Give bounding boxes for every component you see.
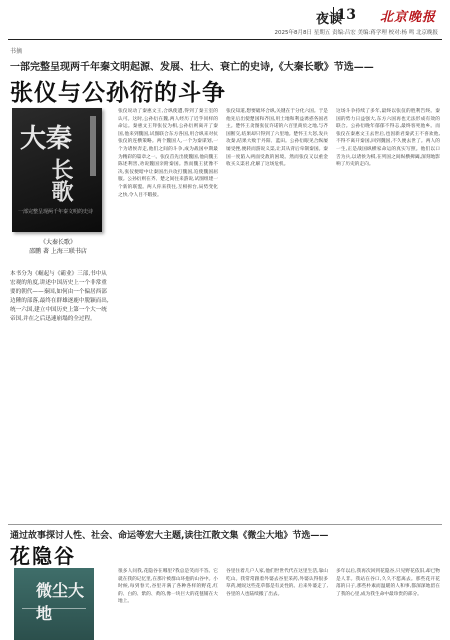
article1-intro: 本书分为《崛起与《霸业》三部,书中从宏观的角度,讲述中国历史上一个非常重要的朝代——秦国,如何由一个偏居西部边陲的部落,最终在群雄逐鹿中脱颖而出,统一六国,建立中国历史上第一个大一统帝国,并在之后迅速崩塌的全过程。 bbox=[10, 271, 109, 322]
article2-deck: 通过故事探讨人性、社会、命运等宏大主题,读往江散文集《微尘大地》节选—— bbox=[10, 531, 329, 541]
article1-column-3: 这场斗争持续了多年,最终以张仪的胜利告终。秦国的势力日益强大,东方六国再也无法形成有效的联合。公孙衍晚年郁郁不得志,最终客死他乡。而张仪在秦惠文王去世后,也因新君秦武王不喜欢他,不得不离开秦国,回到魏国,不久便去世了。两人的一生,正是战国纵横家命运的真实写照。他们以口舌为兵,以诸侯为棋,在列国之间纵横捭阖,深刻地影响了历史的走向。 bbox=[336, 109, 440, 168]
book-caption: 《大秦长歌》 邵鹏 著 上海三联书店 bbox=[29, 239, 87, 255]
article2-column-2: 谷里住着几户人家,他们世世代代在这里生活,靠山吃山。我常常跟着外婆去谷里采药,外婆认得很多草药,她说这些花草都是有灵性的。后来外婆走了,谷里的人也陆续搬了出去。 bbox=[226, 569, 328, 597]
page-number: 13 bbox=[333, 7, 356, 23]
article1-column-2: 张仪知道,想要破坏合纵,关键在于分化六国。于是他先后出使楚国和齐国,用土地和利益诱惑各国君主。楚怀王贪图张仪许诺的六百里商於之地,与齐国断交,结果却只得到了六里地。楚怀王大怒,发兵攻秦,结果大败于丹阳、蓝田。公孙衍眼见合纵屡屡受挫,便转而游说义渠,让其从背后牵制秦国。秦国一度陷入两面受敌的困境。然而张仪又以重金收买义渠君,化解了这场危机。 bbox=[226, 109, 328, 168]
section-name: 夜读 bbox=[315, 12, 342, 27]
book-cover-decoration bbox=[90, 116, 96, 176]
article1-title: 张仪与公孙衍的斗争 bbox=[10, 80, 226, 106]
book-cover-title-line1: 大秦 bbox=[20, 124, 73, 154]
article1-deck: 一部完整呈现两千年秦文明起源、发展、壮大、衰亡的史诗,《大秦长歌》节选—— bbox=[10, 62, 374, 73]
book-cover-wei-chen-da-di bbox=[14, 568, 94, 640]
book-cover-da-qin-chang-ge bbox=[12, 108, 102, 232]
article1-label: 书摘 bbox=[10, 48, 23, 55]
issue-line: 2025年8月8日 星期五 责编:吕宏 美编:蒋学理 校对:杨 鸣 北京晚报 bbox=[274, 30, 438, 36]
book-cover-title-line2: 长歌 bbox=[48, 158, 74, 202]
article1-column-1: 张仪说动了秦惠文王,合纵使遭,得到了秦王室的认可。这时,公孙衍在魏,两人经历了近乎同样的命运。秦惠文王拜张仪为相,公孙衍则离开了秦国,他来到魏国,试图联合东方各国,用合纵来对抗张仪的连横策略。两个魏国人,一个为秦谋划,一个为诸侯奔走,他们之间的斗争,成为战国中期最为精彩的篇章之一。张仪首先出使魏国,他向魏王陈述利害,劝说魏国亲附秦国。然而魏王犹豫不决,张仪便暗中让秦国出兵攻打魏国,迫使魏国屈服。公孙衍则在齐、楚之间往来游说,试图组建一个新的联盟。两人你来我往,互相拆台,局势变化之快,令人目不暇接。 bbox=[118, 109, 218, 198]
page-header bbox=[8, 4, 442, 40]
section-divider bbox=[8, 524, 442, 525]
book2-cover-title: 微尘大地 bbox=[36, 581, 85, 623]
masthead-logo: 北京晚报 bbox=[379, 10, 436, 25]
book2-cover-decoration bbox=[22, 608, 86, 628]
article2-column-1: 很多人问我,花隐谷在哪里?我总是笑而不答。它就在我的记忆里,在那片被群山环抱的山谷中。小时候,每到春天,谷里开满了各种各样的野花,红的、白的、紫的、黄的,像一块巨大的花毯铺在大地上。 bbox=[118, 569, 218, 605]
book-cover-subtitle: 一部完整呈现两千年秦文明的史诗 bbox=[18, 209, 94, 215]
article2-title: 花隐谷 bbox=[10, 544, 76, 568]
article2-column-3: 多年以后,我再次回到花隐谷,只见野花依旧,却已物是人非。我站在谷口,久久不愿离去。那些花开花落的日子,那些朴素而温暖的人和事,都深深地留在了我的心里,成为我生命中最珍贵的部分。 bbox=[336, 569, 440, 597]
